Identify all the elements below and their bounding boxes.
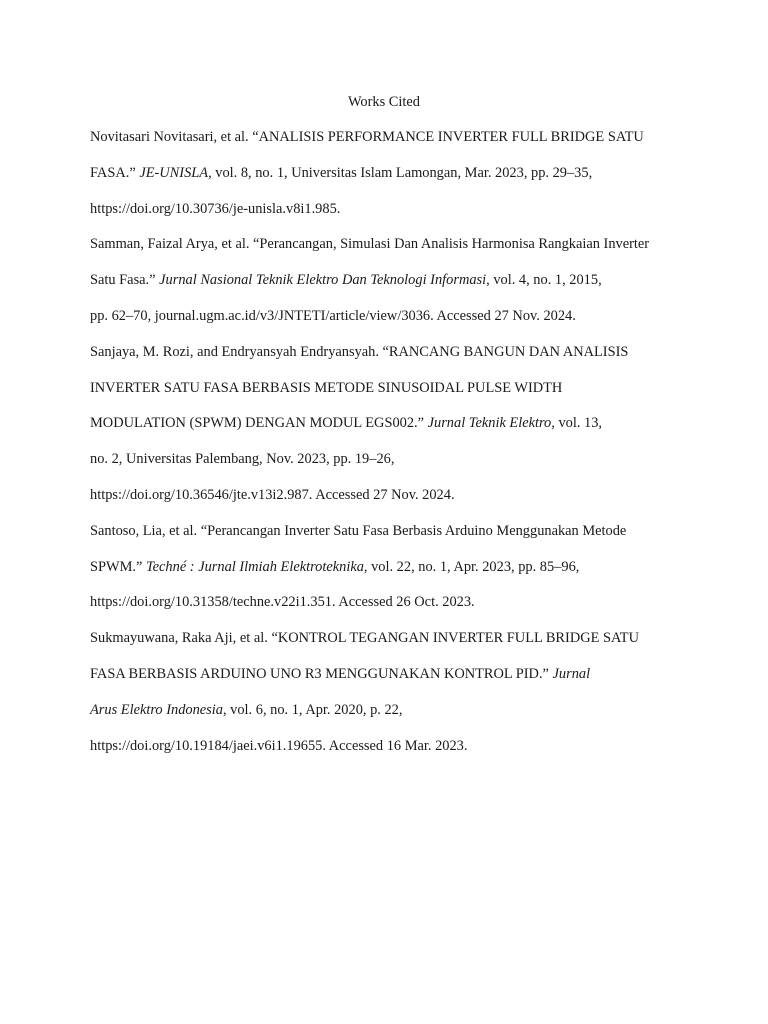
citation-line	[90, 442, 691, 478]
citation-line	[90, 299, 691, 335]
citation-line	[90, 263, 691, 299]
citation-text: FASA.”	[90, 164, 140, 181]
citation-line	[90, 406, 691, 442]
citation-text: , vol. 6, no. 1, Apr. 2020, p. 22,	[222, 701, 403, 718]
citation-line	[90, 371, 691, 407]
citation-text: SPWM.”	[90, 558, 146, 575]
citation-text: MODULATION (SPWM) DENGAN MODUL EGS002.”	[90, 415, 428, 432]
citation-text: , vol. 8, no. 1, Universitas Islam Lamongan, Mar. 2023, pp. 29–35,	[208, 164, 593, 181]
journal-title: Jurnal Teknik Elektro	[427, 415, 552, 432]
citation-text: , vol. 4, no. 1, 2015,	[486, 272, 602, 289]
citation-entry	[90, 227, 690, 334]
citation-line	[90, 657, 691, 693]
citation-text: FASA BERBASIS ARDUINO UNO R3 MENGGUNAKAN KONTROL PID.”	[90, 665, 553, 682]
citation-entry	[90, 335, 690, 514]
citation-line	[90, 120, 691, 156]
citation-text: Sanjaya, M. Rozi, and Endryansyah Endryansyah. “RANCANG BANGUN DAN ANALISIS	[90, 343, 629, 360]
journal-title: Jurnal Nasional Teknik Elektro Dan Teknologi Informasi	[159, 272, 487, 289]
citation-text: https://doi.org/10.19184/jaei.v6i1.19655. Accessed 16 Mar. 2023.	[90, 737, 468, 754]
page-title: Works Cited	[348, 94, 420, 110]
citation-line	[90, 192, 691, 228]
citation-line	[90, 514, 691, 550]
citation-line	[90, 729, 691, 765]
citation-line	[90, 550, 691, 586]
citation-entry	[90, 120, 690, 227]
citation-text: INVERTER SATU FASA BERBASIS METODE SINUSOIDAL PULSE WIDTH	[90, 379, 563, 396]
citation-text: , vol. 22, no. 1, Apr. 2023, pp. 85–96,	[363, 558, 580, 575]
citation-line	[90, 478, 691, 514]
journal-title: Jurnal	[552, 665, 591, 682]
journal-title: Arus Elektro Indonesia	[90, 701, 223, 718]
citation-text: pp. 62–70, journal.ugm.ac.id/v3/JNTETI/article/view/3036. Accessed 27 Nov. 2024.	[90, 307, 576, 324]
citation-line	[90, 585, 691, 621]
citation-text: Santoso, Lia, et al. “Perancangan Inverter Satu Fasa Berbasis Arduino Menggunakan Metode	[90, 522, 627, 539]
citation-text: https://doi.org/10.36546/jte.v13i2.987. Accessed 27 Nov. 2024.	[90, 486, 455, 503]
citation-entry	[90, 621, 690, 764]
journal-title: JE-UNISLA	[139, 164, 209, 181]
citation-text: Sukmayuwana, Raka Aji, et al. “KONTROL TEGANGAN INVERTER FULL BRIDGE SATU	[90, 630, 639, 647]
citation-text: Novitasari Novitasari, et al. “ANALISIS PERFORMANCE INVERTER FULL BRIDGE SATU	[90, 129, 644, 145]
citation-text: https://doi.org/10.30736/je-unisla.v8i1.985.	[90, 200, 341, 217]
citation-text: Satu Fasa.”	[90, 272, 160, 289]
citation-entry	[90, 514, 690, 621]
citation-line	[90, 156, 691, 192]
citation-text: Samman, Faizal Arya, et al. “Perancangan, Simulasi Dan Analisis Harmonisa Rangkaian Inverter	[90, 236, 650, 253]
citation-line	[90, 693, 691, 729]
journal-title: Techné : Jurnal Ilmiah Elektroteknika	[145, 558, 364, 575]
citation-line	[90, 335, 691, 371]
citation-text: no. 2, Universitas Palembang, Nov. 2023, pp. 19–26,	[90, 451, 395, 468]
citation-text: , vol. 13,	[551, 415, 603, 432]
citation-line	[90, 227, 691, 263]
citation-line	[90, 621, 691, 657]
citation-text: https://doi.org/10.31358/techne.v22i1.351. Accessed 26 Oct. 2023.	[90, 594, 475, 611]
works-cited-list	[90, 120, 690, 764]
